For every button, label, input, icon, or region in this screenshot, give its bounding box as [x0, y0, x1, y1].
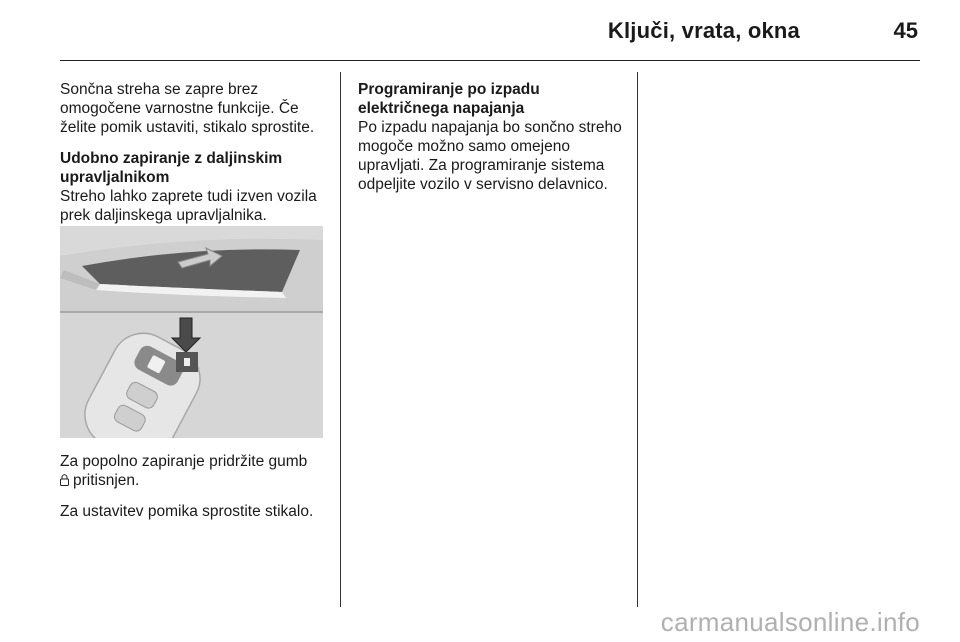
column-divider-right: [637, 72, 638, 607]
paragraph-stop-movement: Za ustavitev pomika sprostite stikalo.: [60, 503, 314, 520]
illustration-remote-sunroof: [60, 226, 323, 438]
column-left: [60, 80, 330, 237]
header-divider: [60, 60, 920, 61]
paragraph-hold-button: [60, 452, 335, 490]
paragraph-sunroof-close: Sončna streha se zapre brez omogočene varnostne funkcije. Če želite pomik ustaviti, stikalo sprostite.: [60, 81, 315, 136]
hold-button-tail: pritisnjen.: [73, 472, 140, 489]
hold-button-text: Za popolno zapiranje pridržite gumb: [60, 453, 308, 470]
column-middle: [358, 80, 628, 206]
paragraph-power-failure: Po izpadu napajanja bo sončno streho mogoče možno samo omejeno upravljati. Za programiranje sistema odpeljite vozilo v servisno delavnico.: [358, 119, 622, 193]
heading-remote-close: Udobno zapiranje z daljinskim upravljalnikom: [60, 150, 283, 186]
watermark: carmanualsonline.info: [660, 607, 920, 637]
paragraph-remote-close: Streho lahko zaprete tudi izven vozila prek daljinskega upravljalnika.: [60, 188, 317, 224]
column-left-lower: [60, 452, 335, 533]
section-title: Ključi, vrata, okna: [607, 18, 800, 43]
lock-icon: [60, 472, 69, 484]
column-divider-left: [340, 72, 341, 607]
page-number: 45: [893, 18, 918, 43]
heading-power-failure: Programiranje po izpadu električnega napajanja: [358, 81, 540, 117]
